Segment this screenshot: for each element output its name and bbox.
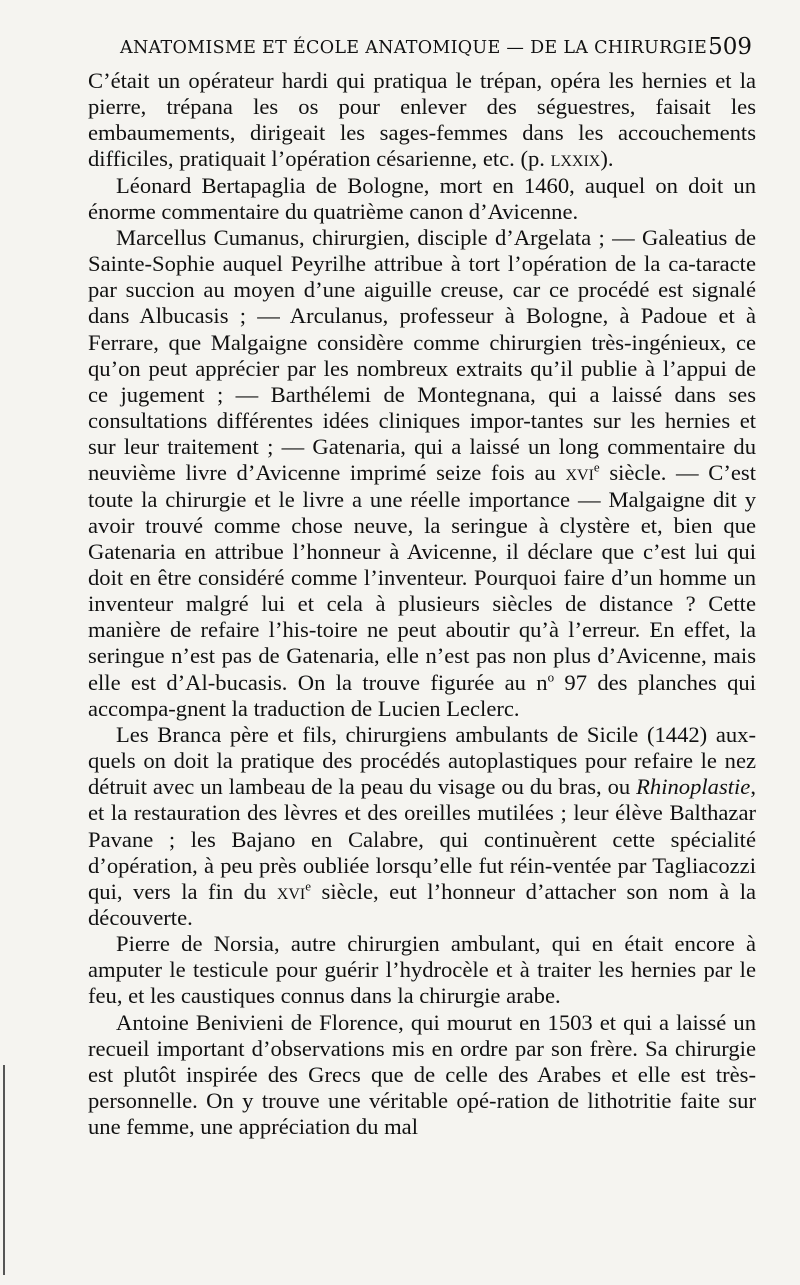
text-run: Marcellus Cumanus, chirurgien, disciple d’Argelata ; — Galeatius de Sainte-Sophie auquel Peyrilhe attribue à tort l’opération de la ca-taracte par succion au moyen d’une aiguille creuse, car ce procédé est signalé dans Albucasis ; — Arculanus, professeur à Bologne, à Padoue et à Ferrare, que Malgaigne considère comme chirurgien très-ingénieux, ce qu’on peut apprécier par les nombreux extraits qu’il publie à l’appui de ce jugement ; — Barthélemi de Montegnana, qui a laissé dans ses consultations différentes idées cliniques impor-tantes sur les hernies et sur leur traitement ; — Gatenaria, qui a laissé un long commentaire du neuvième livre d’Avicenne imprimé seize fois au: [88, 224, 756, 486]
paragraph: [88, 931, 756, 1009]
text-run: , et la restauration des lèvres et des oreilles mutilées ; leur élève Balthazar Pavane ; les Bajano en Calabre, qui continuèrent cette spécialité d’opération, à peu près oubliée lorsqu’elle fut réin-ventée par Tagliacozzi qui, vers la fin du: [88, 774, 756, 904]
text-run: Antoine Benivieni de Florence, qui mourut en 1503 et qui a laissé un recueil important d’observations mis en ordre par son frère. Sa chirurgie est plutôt inspirée des Grecs que de celle des Arabes et elle est très-personnelle. On y trouve une véritable opé-ration de lithotritie faite sur une femme, une appréciation du mal: [88, 1009, 756, 1140]
small-caps-text: lxxix: [550, 146, 601, 172]
small-caps-text: xvi: [276, 878, 306, 904]
superscript-text: o: [547, 669, 555, 685]
text-run: C’était un opérateur hardi qui pratiqua le trépan, opéra les hernies et la pierre, trépana les os pour enlever des séguestres, faisait les embaumements, dirigeait les sages-femmes dans les accouchements difficiles, pratiquait l’opération césarienne, etc. (p.: [88, 68, 756, 172]
text-run: siècle. — C’est toute la chirurgie et le livre a une réelle importance — Malgaigne dit y avoir trouvé comme chose neuve, la seringue à clystère et, bien que Gatenaria en attribue l’honneur à Avicenne, il déclare que c’est lui qui doit en être considéré comme l’inventeur. Pourquoi faire d’un homme un inventeur malgré lui et cela à plusieurs siècles de distance ? Cette manière de refaire l’his-toire ne peut aboutir qu’à l’erreur. En effet, la seringue n’est pas de Gatenaria, elle n’est pas non plus d’Avicenne, mais elle est d’Al-bucasis. On la trouve figurée au n: [88, 460, 757, 695]
text-run: ).: [600, 146, 614, 172]
paragraph: [88, 722, 756, 931]
small-caps-text: xvi: [565, 460, 594, 486]
running-title: ANATOMISME ET ÉCOLE ANATOMIQUE — DE LA CHIRURGIE: [120, 38, 708, 58]
paragraph: [88, 1010, 756, 1141]
text-run: Les Branca père et fils, chirurgiens ambulants de Sicile (1442) aux-quels on doit la pratique des procédés autoplastiques pour refaire le nez détruit avec un lambeau de la peau du visage ou du bras, ou: [88, 721, 756, 800]
text-run: siècle, eut l’honneur d’attacher son nom à la découverte.: [88, 878, 756, 930]
superscript-text: e: [305, 878, 312, 894]
superscript-text: e: [593, 459, 600, 475]
text-run: 97 des planches qui accompa-gnent la traduction de Lucien Leclerc.: [88, 669, 756, 721]
page-header: [88, 34, 758, 64]
text-run: Léonard Bertapaglia de Bologne, mort en 1460, auquel on doit un énorme commentaire du quatrième canon d’Avicenne.: [88, 172, 756, 224]
italic-text: Rhinoplastie: [636, 774, 751, 800]
page-edge-rule: [3, 1065, 5, 1275]
page-number: 509: [708, 34, 752, 60]
body-text: [88, 68, 756, 1140]
paragraph: [88, 68, 756, 173]
paragraph: [88, 225, 756, 722]
text-run: Pierre de Norsia, autre chirurgien ambulant, qui en était encore à amputer le testicule pour guérir l’hydrocèle et à traiter les hernies par le feu, et les caustiques connus dans la chirurgie arabe.: [88, 931, 756, 1009]
paragraph: [88, 173, 756, 225]
